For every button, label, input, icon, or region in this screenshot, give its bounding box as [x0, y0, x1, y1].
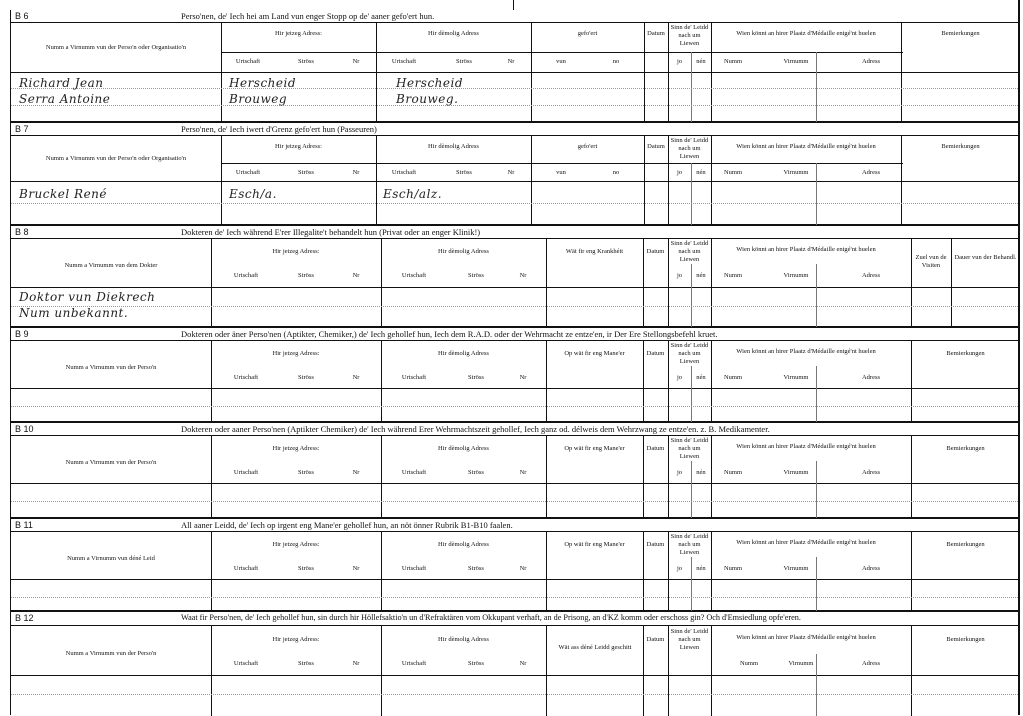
col-line: [816, 52, 817, 122]
col-line: [711, 625, 712, 716]
section-b8-titlebar: [11, 226, 1018, 239]
sub-yes: jo: [676, 374, 683, 381]
handwritten-name: Doktor vun Diekrech: [19, 290, 156, 304]
handwritten-name: Bruckel René: [19, 187, 107, 201]
section-code: B 8: [15, 227, 29, 237]
row-line: [11, 105, 1018, 106]
row-line: [11, 88, 1018, 89]
section-b7-titlebar: [11, 123, 1018, 136]
sub-to: no: [612, 169, 620, 176]
col-addr-then-header: Hir dèmolig Adress: [428, 30, 479, 37]
sub-street: Ströss: [468, 565, 484, 572]
sub-surname: Numm: [723, 374, 743, 381]
sub-street: Ströss: [468, 272, 484, 279]
col-addr-then-header: Hir dèmolig Adress: [438, 636, 489, 643]
sub-no: nén: [696, 565, 706, 572]
sub-to: no: [612, 58, 620, 65]
col-name-header: Numm a Virnumm vun déné Leid: [67, 555, 155, 562]
sub-nr: Nr: [519, 469, 527, 476]
section-code: B 12: [15, 613, 34, 623]
sub-firstname: Virnumm: [783, 58, 809, 65]
sub-town: Urtschaft: [233, 469, 259, 476]
col-addr-then-header: Hir dèmolig Adress: [438, 541, 489, 548]
col-sense-header: Sinn de' Leidd nach um Liewen: [670, 240, 709, 263]
sub-nr: Nr: [352, 374, 360, 381]
col-date-header: Datum: [646, 248, 665, 255]
top-tick-mark: [513, 0, 514, 10]
row-line: [11, 501, 1018, 502]
sub-address: Adress: [861, 169, 881, 176]
col-manner-header: Op wät fir eng Mane'er: [564, 350, 625, 357]
sub-street: Ströss: [298, 565, 314, 572]
header-bottom: [11, 181, 1018, 182]
col-line: [711, 531, 712, 612]
col-manner-header: Op wät fir eng Mane'er: [564, 541, 625, 548]
sub-town: Urtschaft: [401, 660, 427, 667]
handwritten-addr-now: Esch/a.: [229, 187, 277, 201]
col-remarks-header: Bemierkungen: [941, 143, 980, 150]
sub-nr: Nr: [519, 565, 527, 572]
row-line: [11, 597, 1018, 598]
section-title: Perso'nen, de' Iech iwert d'Grenz gefo'ert hun (Passeuren): [181, 124, 377, 134]
sub-nr: Nr: [352, 58, 360, 65]
col-led-header: gefo'ert: [577, 30, 598, 37]
handwritten-addr-now: Herscheid: [229, 76, 297, 90]
col-remarks-header: Bemierkungen: [946, 350, 985, 357]
sub-no: nén: [696, 58, 706, 65]
header-bottom: [11, 483, 1018, 484]
col-sense-header: Sinn de' Leidd nach um Liewen: [670, 24, 709, 47]
col-who-header: Wien könnt an hirer Plaatz d'Médaille entgé'nt huelen: [736, 443, 876, 450]
sub-town: Urtschaft: [235, 169, 261, 176]
col-sense-header: Sinn de' Leidd nach um Liewen: [670, 437, 709, 460]
col-addr-now-header: Hir jetzeg Adress:: [272, 636, 320, 643]
sub-street: Ströss: [456, 58, 472, 65]
section-title: Dokteren oder aaner Perso'nen (Aptikter Chemiker) de' Iech während Erer Wehrmachtszeit gehollef, Iech ganz od. délweis dem Wehrzwang ze entze'en. z. B. Medikamenter.: [181, 424, 770, 434]
sub-street: Ströss: [298, 469, 314, 476]
col-addr-now-header: Hir jetzeg Adress:: [272, 248, 320, 255]
section-b6-titlebar: [11, 10, 1018, 23]
col-duration-header: Dauer vun der Behandl.: [954, 254, 1017, 261]
col-remarks-header: Bemierkungen: [946, 541, 985, 548]
header-bottom: [11, 72, 1018, 73]
sub-nr: Nr: [507, 169, 515, 176]
sub-street: Ströss: [298, 58, 314, 65]
header-bottom: [11, 287, 1018, 288]
sub-street: Ströss: [298, 374, 314, 381]
col-line: [546, 625, 547, 716]
handwritten-addr-then: Esch/alz.: [383, 187, 443, 201]
sub-from: vun: [556, 169, 566, 176]
sub-no: nén: [696, 169, 706, 176]
sub-yes: jo: [676, 565, 683, 572]
col-name-header: Numm a Virnumm vun dem Dokter: [64, 262, 158, 269]
col-remarks-header: Bemierkungen: [946, 445, 985, 452]
sub-street: Ströss: [298, 660, 314, 667]
section-b12: [10, 611, 1019, 715]
col-addr-then-header: Hir dèmolig Adress: [428, 143, 479, 150]
col-line: [816, 366, 817, 423]
row-line: [11, 203, 1018, 204]
sub-no: nén: [696, 272, 706, 279]
col-who-header: Wien könnt an hirer Plaatz d'Médaille entgé'nt huelen: [736, 348, 876, 355]
sub-town: Urtschaft: [401, 469, 427, 476]
section-code: B 9: [15, 329, 29, 339]
col-line: [816, 163, 817, 226]
col-addr-now-header: Hir jetzeg Adress:: [275, 30, 322, 37]
section-b9: [10, 327, 1019, 422]
section-code: B 6: [15, 11, 29, 21]
col-addr-now-header: Hir jetzeg Adress:: [272, 445, 320, 452]
section-b7: [10, 122, 1019, 225]
col-line: [711, 340, 712, 423]
sub-from: vun: [556, 58, 566, 65]
col-who-header: Wien könnt an hirer Plaatz d'Médaille entgé'nt huelen: [736, 246, 876, 253]
sub-address: Adress: [861, 272, 881, 279]
sub-town: Urtschaft: [401, 374, 427, 381]
sub-yes: jo: [676, 272, 683, 279]
header-bottom: [11, 579, 1018, 580]
col-sense-header: Sinn de' Leidd nach um Liewen: [670, 533, 709, 556]
sub-firstname: Virnumm: [788, 660, 814, 667]
header-bottom: [11, 675, 1018, 676]
col-line: [816, 461, 817, 519]
col-sense-header: Sinn de' Leidd nach um Liewen: [670, 137, 709, 160]
col-line: [711, 22, 712, 122]
sub-nr: Nr: [519, 660, 527, 667]
col-sense-header: Sinn de' Leidd nach um Liewen: [670, 628, 709, 651]
sub-town: Urtschaft: [233, 660, 259, 667]
section-b9-titlebar: [11, 328, 1018, 341]
col-line: [711, 135, 712, 226]
section-b11: [10, 518, 1019, 611]
col-visits-header: Zuel vun de Visiten: [915, 254, 947, 269]
sub-surname: Numm: [723, 469, 743, 476]
sub-nr: Nr: [519, 272, 527, 279]
section-b10: [10, 422, 1019, 518]
col-date-header: Datum: [647, 143, 665, 150]
sub-firstname: Virnumm: [783, 469, 809, 476]
sub-town: Urtschaft: [235, 58, 261, 65]
col-date-header: Datum: [646, 541, 665, 548]
col-manner-header: Op wät fir eng Mane'er: [564, 445, 625, 452]
col-sense-header: Sinn de' Leidd nach um Liewen: [670, 342, 709, 365]
col-led-header: gefo'ert: [577, 143, 598, 150]
sub-firstname: Virnumm: [783, 169, 809, 176]
sub-surname: Numm: [723, 272, 743, 279]
sub-town: Urtschaft: [233, 272, 259, 279]
col-addr-now-header: Hir jetzeg Adress:: [272, 541, 320, 548]
section-code: B 7: [15, 124, 29, 134]
sub-firstname: Virnumm: [783, 374, 809, 381]
sub-nr: Nr: [352, 169, 360, 176]
sub-address: Adress: [861, 58, 881, 65]
col-line: [816, 264, 817, 328]
sub-street: Ströss: [468, 469, 484, 476]
header-divider: [221, 52, 903, 53]
sub-address: Adress: [861, 374, 881, 381]
col-addr-then-header: Hir dèmolig Adress: [438, 350, 489, 357]
col-name-header: Numm a Virnumm vun der Perso'n: [65, 650, 157, 657]
sub-yes: jo: [676, 58, 683, 65]
sub-town: Urtschaft: [233, 565, 259, 572]
sub-street: Ströss: [468, 374, 484, 381]
col-illness-header: Wät fir eng Krankhéit: [565, 248, 624, 255]
section-code: B 10: [15, 424, 34, 434]
sub-nr: Nr: [519, 374, 527, 381]
row-line: [11, 306, 1018, 307]
sub-town: Urtschaft: [401, 272, 427, 279]
sub-yes: jo: [676, 169, 683, 176]
handwritten-addr-now: Brouweg: [229, 92, 288, 106]
col-name-header: Numm a Virnumm vun der Perso'n oder Organisatio'n: [45, 155, 187, 162]
section-b12-titlebar: [11, 612, 1018, 626]
col-addr-then-header: Hir dèmolig Adress: [438, 445, 489, 452]
handwritten-name: Serra Antoine: [19, 92, 111, 106]
col-line: [951, 238, 952, 328]
section-title: Perso'nen, de' Iech hei am Land vun enger Stopp op de' aaner gefo'ert hun.: [181, 11, 435, 21]
col-who-header: Wien könnt an hirer Plaatz d'Médaille entgé'nt huelen: [736, 634, 876, 641]
col-date-header: Datum: [647, 30, 665, 37]
section-code: B 11: [15, 520, 33, 530]
section-title: All aaner Leidd, de' Iech op irgent eng Mane'er gehollef hun, an nöt önner Rubrik B1-B10 faalen.: [181, 520, 513, 530]
col-who-header: Wien könnt an hirer Plaatz d'Médaille entgé'nt huelen: [736, 143, 876, 150]
col-remarks-header: Bemierkungen: [946, 636, 985, 643]
section-title: Dokteren de' Iech während E'rer Illegalite't behandelt hun (Privat oder an enger Klinik!): [181, 227, 481, 237]
col-line: [711, 435, 712, 519]
col-line: [911, 238, 912, 328]
section-b8: [10, 225, 1019, 327]
col-name-header: Numm a Virnumm vun der Perso'n: [65, 364, 157, 371]
section-title: Waat fir Perso'nen, de' Iech gehollef hun, sin durch hir Höllefsaktio'n un d'Refraktären vom Okkupant verhaft, an de Prisong, an d'KZ komm oder erschoss gin? Och d'Emsiedlung opfe'eren.: [181, 613, 801, 622]
col-name-header: Numm a Virnumm vun der Perso'n: [65, 459, 157, 466]
col-addr-then-header: Hir dèmolig Adress: [438, 248, 489, 255]
row-line: [11, 406, 1018, 407]
col-name-header: Numm a Virnumm vun der Perso'n oder Organisatio'n: [45, 44, 187, 51]
sub-address: Adress: [861, 660, 881, 667]
section-b10-titlebar: [11, 423, 1018, 436]
handwritten-addr-then: Herscheid: [396, 76, 464, 90]
col-who-header: Wien könnt an hirer Plaatz d'Médaille entgé'nt huelen: [736, 30, 876, 37]
sub-firstname: Virnumm: [783, 272, 809, 279]
sub-surname: Numm: [739, 660, 759, 667]
col-date-header: Datum: [646, 445, 665, 452]
sub-town: Urtschaft: [391, 169, 417, 176]
col-line: [816, 557, 817, 612]
col-date-header: Datum: [646, 350, 665, 357]
col-addr-now-header: Hir jetzeg Adress:: [272, 350, 320, 357]
sub-nr: Nr: [352, 565, 360, 572]
sub-surname: Numm: [723, 169, 743, 176]
sub-no: nén: [696, 469, 706, 476]
col-line: [711, 238, 712, 328]
sub-street: Ströss: [298, 272, 314, 279]
sub-street: Ströss: [456, 169, 472, 176]
col-remarks-header: Bemierkungen: [941, 30, 980, 37]
section-title: Dokteren oder äner Perso'nen (Aptikter, Chemiker,) de' Iech gehollef hun, Iech dem R.A.D. oder der Wehrmacht ze entze'en, ir Der Ere Stellongsbefehl kruet.: [181, 329, 718, 339]
sub-nr: Nr: [507, 58, 515, 65]
sub-nr: Nr: [352, 469, 360, 476]
sub-firstname: Virnumm: [783, 565, 809, 572]
sub-nr: Nr: [352, 272, 360, 279]
header-divider: [221, 163, 903, 164]
sub-town: Urtschaft: [401, 565, 427, 572]
handwritten-addr-then: Brouweg.: [396, 92, 459, 106]
header-bottom: [11, 388, 1018, 389]
col-what-header: Wät ass déné Leidd geschitt: [558, 644, 632, 651]
handwritten-name: Richard Jean: [19, 76, 104, 90]
sub-yes: jo: [676, 469, 683, 476]
sub-town: Urtschaft: [391, 58, 417, 65]
section-b11-titlebar: [11, 519, 1018, 532]
sub-town: Urtschaft: [233, 374, 259, 381]
col-addr-now-header: Hir jetzeg Adress:: [275, 143, 322, 150]
row-line: [11, 694, 1018, 695]
sub-nr: Nr: [352, 660, 360, 667]
sub-surname: Numm: [723, 58, 743, 65]
sub-no: nén: [696, 374, 706, 381]
col-who-header: Wien könnt an hirer Plaatz d'Médaille entgé'nt huelen: [736, 539, 876, 546]
col-date-header: Datum: [646, 636, 665, 643]
handwritten-name: Num unbekannt.: [19, 306, 129, 320]
sub-surname: Numm: [723, 565, 743, 572]
sub-address: Adress: [861, 469, 881, 476]
section-b6: [10, 10, 1019, 122]
sub-address: Adress: [861, 565, 881, 572]
sub-street: Ströss: [468, 660, 484, 667]
sub-street: Ströss: [298, 169, 314, 176]
